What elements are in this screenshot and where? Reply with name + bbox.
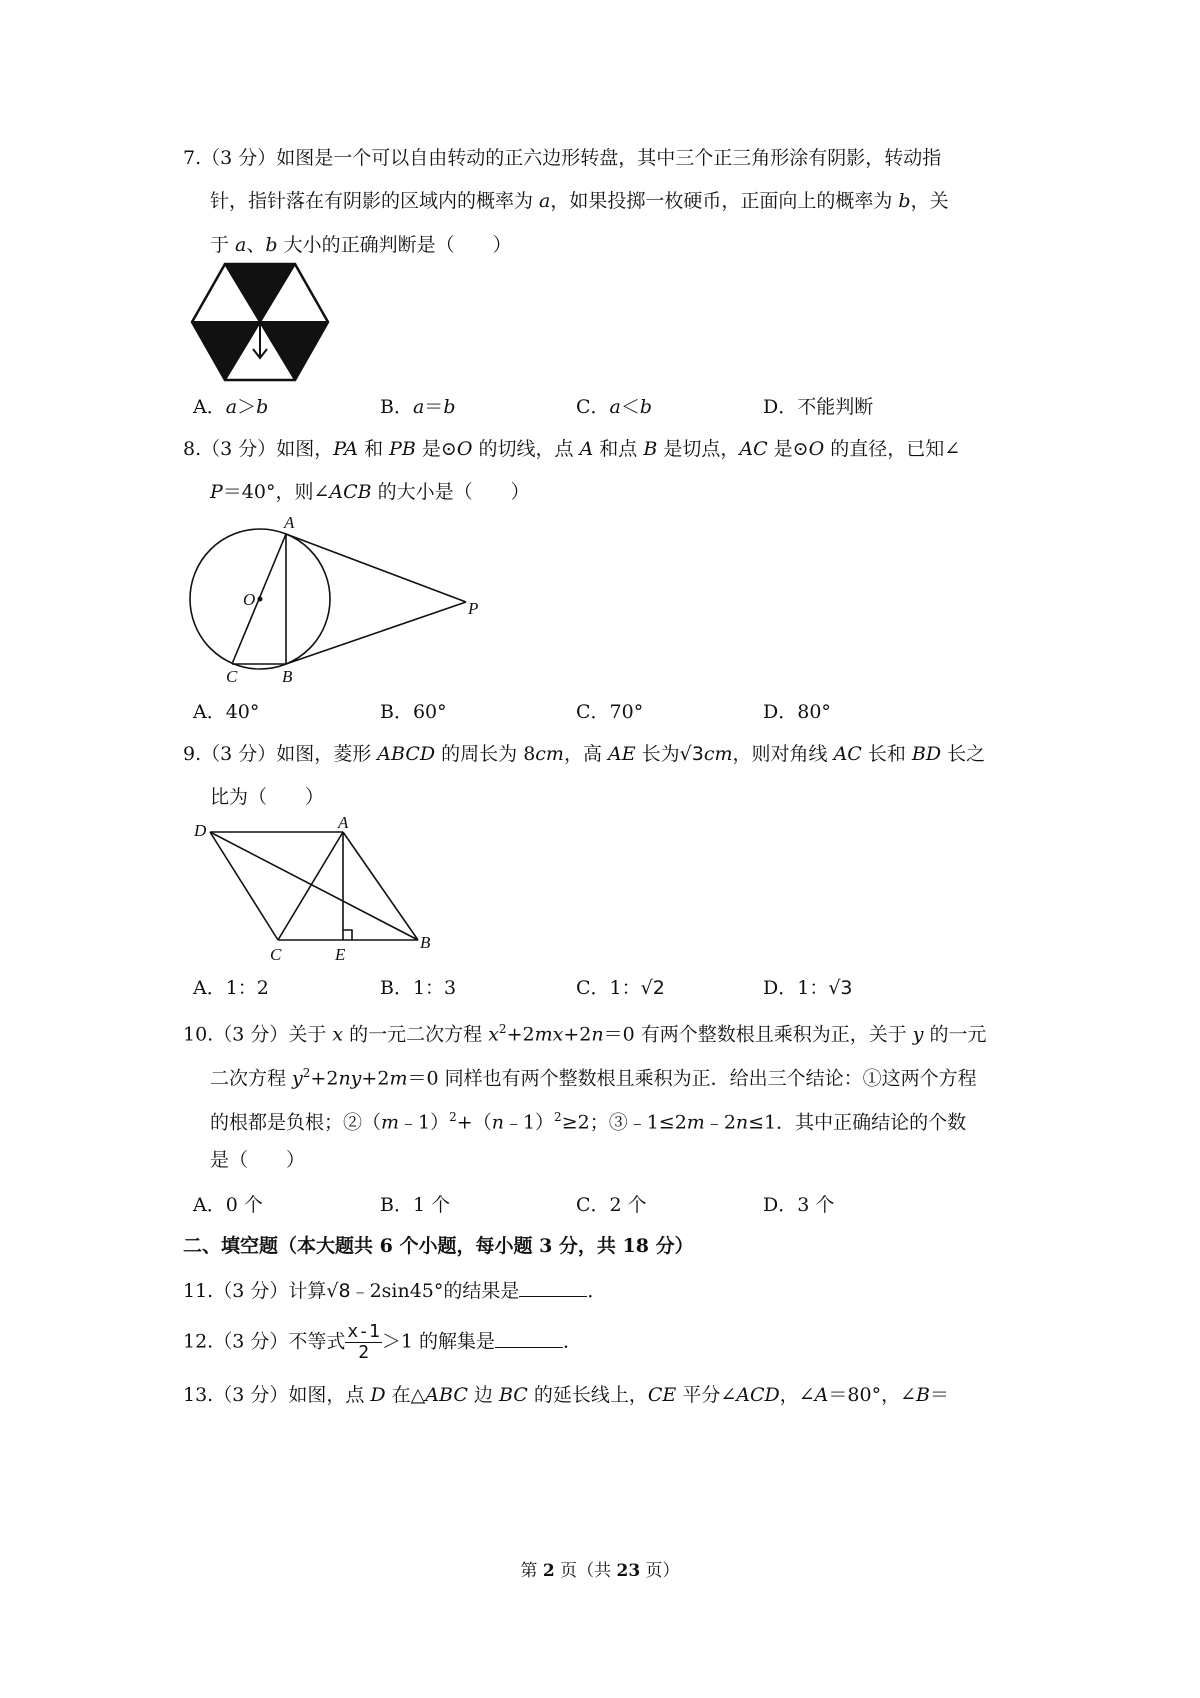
q10-option-b[interactable]: B．1 个 (380, 1194, 451, 1216)
q9-option-c[interactable]: C．1：√2 (576, 977, 665, 999)
q9-option-d[interactable]: D．1：√3 (763, 977, 853, 999)
answer-blank[interactable] (519, 1280, 587, 1297)
label-A: A (338, 813, 349, 832)
q8-option-b[interactable]: B．60° (380, 701, 447, 723)
q10-option-a[interactable]: A．0 个 (193, 1194, 263, 1216)
rhombus-figure (190, 812, 450, 972)
q13-line: 13.（3 分）如图，点 D 在△ABC 边 BC 的延长线上，CE 平分∠ACD，∠A＝80°，∠B＝ (183, 1384, 949, 1406)
circle-tangent-figure (188, 512, 488, 687)
q8-option-c[interactable]: C．70° (576, 701, 644, 723)
fraction: $\frac{x-1}{2}$ (347, 1321, 380, 1363)
q7-option-a[interactable]: A．a＞b (193, 396, 269, 418)
hexagon-spinner-figure (190, 262, 330, 384)
q9-option-b[interactable]: B．1：3 (380, 977, 457, 999)
q10-option-c[interactable]: C．2 个 (576, 1194, 647, 1216)
label-C: C (226, 667, 238, 686)
q10-line4: 是（ ） (210, 1149, 306, 1171)
q7-line3: 于 a、b 大小的正确判断是（ ） (210, 234, 512, 256)
q8-line2: P＝40°，则∠ACB 的大小是（ ） (210, 481, 530, 503)
q7-line2: 针，指针落在有阴影的区域内的概率为 a，如果投掷一枚硬币，正面向上的概率为 b，关 (210, 190, 949, 212)
q7-option-b[interactable]: B．a＝b (380, 396, 456, 418)
section-heading: 二、填空题（本大题共 6 个小题，每小题 3 分，共 18 分） (183, 1235, 694, 1257)
label-B: B (420, 933, 431, 952)
label-P: P (468, 599, 479, 618)
q9-option-a[interactable]: A．1：2 (193, 977, 269, 999)
page-footer: 第 2 页（共 23 页） (520, 1561, 680, 1581)
q7-option-c[interactable]: C．a＜b (576, 396, 653, 418)
q7-line1: 7.（3 分）如图是一个可以自由转动的正六边形转盘，其中三个正三角形涂有阴影，转动指 (183, 147, 942, 169)
q11-line: 11.（3 分）计算√8﹣2sin45°的结果是 ． (183, 1280, 607, 1302)
q9-line2: 比为（ ） (210, 786, 325, 808)
q9-line1: 9.（3 分）如图，菱形 ABCD 的周长为 8cm，高 AE 长为√3cm，则对角线 AC 长和 BD 长之 (183, 743, 986, 765)
q7-option-d[interactable]: D．不能判断 (763, 396, 874, 418)
q8-line1: 8.（3 分）如图，PA 和 PB 是⊙O 的切线，点 A 和点 B 是切点，AC 是⊙O 的直径，已知∠ (183, 438, 961, 460)
q8-option-a[interactable]: A．40° (193, 701, 260, 723)
label-C: C (270, 945, 282, 964)
q12-line: 12.（3 分）不等式 $\frac{x-1}{2}$ ＞1 的解集是 ． (183, 1321, 583, 1363)
q10-line3: 的根都是负根；②（m﹣1）$^2$+（n﹣1）$^2$≥2；③﹣1≤2m﹣2n≤1．其中正确结论的个数 (210, 1110, 967, 1134)
label-D: D (194, 821, 207, 840)
q10-line1: 10.（3 分）关于 x 的一元二次方程 $x^2+2mx+2n=0$ 有两个整数根且乘积为正，关于 y 的一元 (183, 1022, 987, 1046)
answer-blank[interactable] (495, 1331, 563, 1348)
label-O: O (243, 590, 256, 609)
label-E: E (335, 945, 346, 964)
q8-option-d[interactable]: D．80° (763, 701, 831, 723)
label-A: A (284, 513, 295, 532)
label-B: B (282, 667, 293, 686)
q10-option-d[interactable]: D．3 个 (763, 1194, 835, 1216)
q10-line2: 二次方程 $y^2+2ny+2m=0$ 同样也有两个整数根且乘积为正．给出三个结论：①这两个方程 (210, 1066, 977, 1090)
